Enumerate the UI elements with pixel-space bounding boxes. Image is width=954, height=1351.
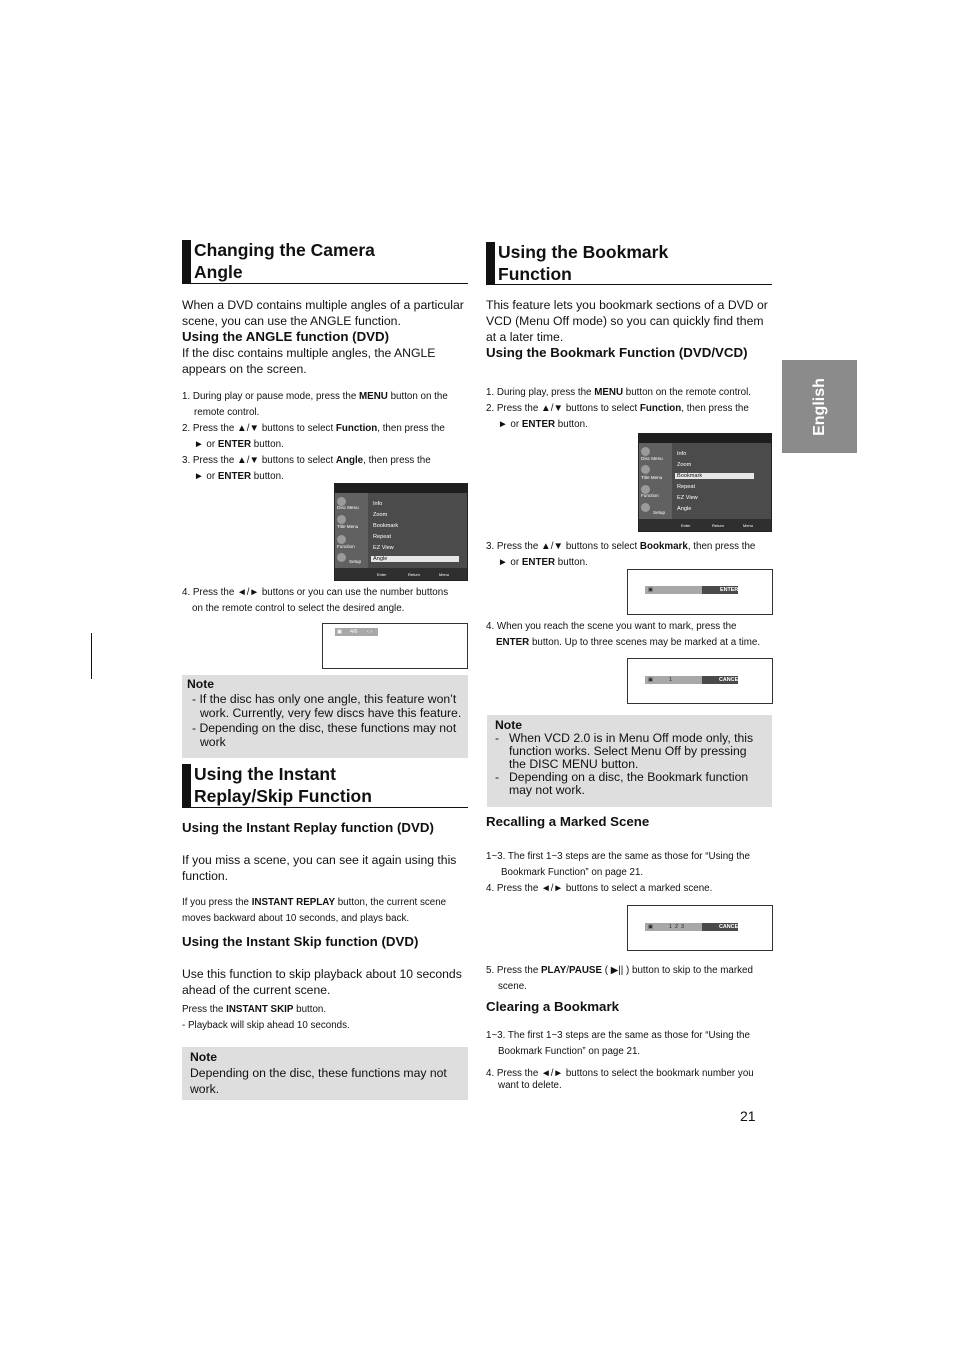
menu-label: Setup bbox=[349, 559, 362, 564]
step-line: 4. Press the ◄/► buttons to select a marked scene. bbox=[486, 883, 713, 894]
bookmark-heading bbox=[486, 242, 772, 285]
heading-line: Changing the Camera bbox=[194, 240, 375, 260]
step-line: Bookmark Function” on page 21. bbox=[501, 867, 644, 878]
menu-left-column bbox=[639, 443, 672, 519]
menu-label: Setup bbox=[653, 510, 666, 515]
step-line: ► or ENTER button. bbox=[194, 471, 284, 482]
bookmark-icon: ▣ bbox=[648, 587, 654, 593]
step-line: 4. Press the ◄/► buttons or you can use the number buttons bbox=[182, 587, 449, 598]
bookmark-bar-screenshot bbox=[627, 569, 773, 615]
step-line: ► or ENTER button. bbox=[498, 557, 588, 568]
note-label: Note bbox=[495, 718, 523, 732]
bookmark-step-3 bbox=[486, 539, 776, 571]
menu-bottom-bar bbox=[335, 568, 467, 580]
instant-replay-heading bbox=[182, 764, 468, 808]
step-line: 4. Press the ◄/► buttons to select the bookmark number you bbox=[486, 1068, 754, 1079]
step-line: 5. Press the PLAY/PAUSE ( ▶|| ) button to skip to the marked bbox=[486, 965, 753, 976]
enter-hint: Enter bbox=[681, 523, 691, 528]
title-icon bbox=[337, 515, 346, 524]
step-line: ► or ENTER button. bbox=[498, 419, 588, 430]
camera-angle-heading bbox=[182, 240, 468, 284]
angle-arrows: ‹ › bbox=[367, 629, 373, 635]
clear-heading: Clearing a Bookmark bbox=[486, 999, 620, 1014]
clear-steps-1-3 bbox=[486, 1028, 776, 1060]
gear-icon bbox=[641, 503, 650, 512]
bookmark-intro: This feature lets you bookmark sections of a DVD or VCD (Menu Off mode) so you can quickly find them at a later time. bbox=[486, 298, 768, 344]
clear-step-4 bbox=[486, 1068, 776, 1092]
step-line: 3. Press the ▲/▼ buttons to select Bookmark, then press the bbox=[486, 541, 756, 552]
menu-label: Title Menu bbox=[641, 475, 663, 480]
step-line: remote control. bbox=[194, 407, 260, 418]
step-line: 1. During play, press the MENU button on the remote control. bbox=[486, 387, 752, 398]
bookmark-number: 1 bbox=[669, 677, 672, 683]
instant-note bbox=[182, 1047, 468, 1100]
instant-skip-text: Use this function to skip playback about 10 seconds ahead of the current scene. bbox=[182, 967, 462, 997]
gear-icon bbox=[337, 553, 346, 562]
cancel-label: CANCEL bbox=[719, 924, 742, 930]
note-text: Depending on the disc, these functions may not work. bbox=[190, 1066, 447, 1096]
recall-heading: Recalling a Marked Scene bbox=[486, 814, 650, 829]
bookmark-bar bbox=[645, 676, 742, 684]
camera-intro: When a DVD contains multiple angles of a particular scene, you can use the ANGLE function. bbox=[182, 298, 464, 328]
instant-skip-subheading: Using the Instant Skip function (DVD) bbox=[182, 934, 419, 949]
angle-step-4 bbox=[182, 585, 472, 617]
menu-top-bar bbox=[639, 434, 771, 443]
menu-item-bookmark: Bookmark bbox=[675, 473, 754, 479]
menu-label: Disc Menu bbox=[337, 505, 359, 510]
step-line: 2. Press the ▲/▼ buttons to select Function, then press the bbox=[486, 403, 749, 414]
recall-steps bbox=[486, 849, 776, 897]
title-icon bbox=[641, 465, 650, 474]
bookmark-bar bbox=[645, 586, 738, 594]
menu-top-bar bbox=[335, 484, 467, 493]
menu-hint: Menu bbox=[743, 523, 754, 528]
bookmark-marked-screenshot bbox=[627, 658, 773, 704]
return-hint: Return bbox=[408, 572, 421, 577]
crop-mark bbox=[91, 633, 92, 679]
menu-item-info: Info bbox=[677, 451, 687, 457]
note-item: - When VCD 2.0 is in Menu Off mode only, this function works. Select Menu Off by pressing the DISC MENU button. bbox=[495, 731, 754, 771]
menu-item-info: Info bbox=[373, 501, 383, 507]
step-line: moves backward about 10 seconds, and plays back. bbox=[182, 913, 410, 924]
angle-steps-1-3 bbox=[182, 389, 472, 485]
note-label: Note bbox=[190, 1050, 218, 1064]
bookmark-subheading: Using the Bookmark Function (DVD/VCD) bbox=[486, 345, 748, 360]
step-line: Press the INSTANT SKIP button. bbox=[182, 1004, 327, 1015]
menu-bottom-bar bbox=[639, 519, 771, 531]
step-line: 3. Press the ▲/▼ buttons to select Angle, then press the bbox=[182, 455, 431, 466]
menu-item-bookmark: Bookmark bbox=[373, 523, 399, 529]
menu-label: Title Menu bbox=[337, 524, 359, 529]
function-icon bbox=[337, 535, 346, 544]
heading-line: Function bbox=[498, 263, 572, 284]
language-label: English bbox=[810, 377, 828, 436]
menu-item-ezview: EZ View bbox=[677, 495, 698, 501]
bookmark-note bbox=[487, 715, 772, 807]
menu-item-angle: Angle bbox=[677, 506, 692, 512]
menu-item-angle: Angle bbox=[371, 556, 459, 562]
enter-hint: Enter bbox=[377, 572, 387, 577]
note-item: - Depending on a disc, the Bookmark function may not work. bbox=[495, 770, 749, 797]
menu-left-column bbox=[335, 493, 368, 568]
recall-bar-screenshot bbox=[627, 905, 773, 951]
step-line: 1. During play or pause mode, press the MENU button on the bbox=[182, 391, 448, 402]
bookmark-bar bbox=[645, 923, 742, 931]
bookmark-icon: ▣ bbox=[648, 924, 654, 930]
function-menu-screenshot bbox=[334, 483, 468, 581]
heading-line: Using the Instant bbox=[194, 764, 336, 784]
menu-item-zoom: Zoom bbox=[677, 462, 692, 468]
bookmark-icon: ▣ bbox=[648, 677, 654, 683]
step-line: 4. When you reach the scene you want to mark, press the bbox=[486, 621, 737, 632]
instant-replay-text: If you miss a scene, you can see it again using this function. bbox=[182, 853, 457, 883]
angle-function-text: If the disc contains multiple angles, the ANGLE appears on the screen. bbox=[182, 346, 436, 376]
step-line: - Playback will skip ahead 10 seconds. bbox=[182, 1020, 350, 1031]
camera-note bbox=[182, 675, 468, 758]
menu-item-ezview: EZ View bbox=[373, 545, 394, 551]
angle-display-screenshot bbox=[322, 623, 468, 669]
note-item: - If the disc has only one angle, this feature won’t work. Currently, very few discs have this feature. bbox=[192, 691, 462, 720]
note-label: Note bbox=[187, 677, 215, 691]
step-line: If you press the INSTANT REPLAY button, the current scene bbox=[182, 897, 447, 908]
step-line: on the remote control to select the desired angle. bbox=[192, 603, 405, 614]
bookmark-steps-1-2 bbox=[486, 385, 776, 433]
return-hint: Return bbox=[712, 523, 725, 528]
angle-bar bbox=[335, 628, 378, 636]
step-line: scene. bbox=[498, 981, 527, 992]
step-line: 1~3. The first 1~3 steps are the same as those for “Using the bbox=[486, 851, 750, 862]
menu-label: Disc Menu bbox=[641, 456, 663, 461]
page-number: 21 bbox=[740, 1108, 756, 1124]
menu-item-repeat: Repeat bbox=[373, 534, 392, 540]
function-menu-screenshot bbox=[638, 433, 772, 532]
angle-value: 4/6 bbox=[350, 629, 358, 635]
step-line: 1~3. The first 1~3 steps are the same as those for “Using the bbox=[486, 1030, 750, 1041]
instant-replay-subheading: Using the Instant Replay function (DVD) bbox=[182, 820, 434, 835]
instant-replay-instructions bbox=[182, 895, 472, 927]
bookmark-numbers: 1 2 3 bbox=[669, 924, 684, 930]
language-tab bbox=[782, 360, 857, 453]
step-line: Bookmark Function” on page 21. bbox=[498, 1046, 641, 1057]
camera-icon: ▣ bbox=[337, 629, 343, 635]
menu-label: Function bbox=[641, 493, 659, 498]
recall-step-5 bbox=[486, 963, 776, 995]
disc-icon bbox=[641, 447, 650, 456]
cancel-label: CANCEL bbox=[719, 677, 742, 683]
heading-line: Using the Bookmark bbox=[498, 242, 669, 262]
bookmark-step-4 bbox=[486, 619, 776, 651]
instant-skip-instructions bbox=[182, 1002, 472, 1034]
heading-line: Replay/Skip Function bbox=[194, 785, 372, 806]
step-line: ► or ENTER button. bbox=[194, 439, 284, 450]
heading-line: Angle bbox=[194, 261, 243, 282]
step-line: want to delete. bbox=[498, 1080, 562, 1091]
step-line: 2. Press the ▲/▼ buttons to select Function, then press the bbox=[182, 423, 445, 434]
angle-function-subheading: Using the ANGLE function (DVD) bbox=[182, 329, 390, 344]
menu-item-zoom: Zoom bbox=[373, 512, 388, 518]
menu-hint: Menu bbox=[439, 572, 450, 577]
menu-label: Function bbox=[337, 544, 355, 549]
enter-label: ENTER bbox=[720, 587, 739, 593]
step-line: ENTER button. Up to three scenes may be marked at a time. bbox=[496, 637, 761, 648]
note-item: - Depending on the disc, these functions may not work bbox=[192, 720, 457, 749]
menu-item-repeat: Repeat bbox=[677, 484, 696, 490]
